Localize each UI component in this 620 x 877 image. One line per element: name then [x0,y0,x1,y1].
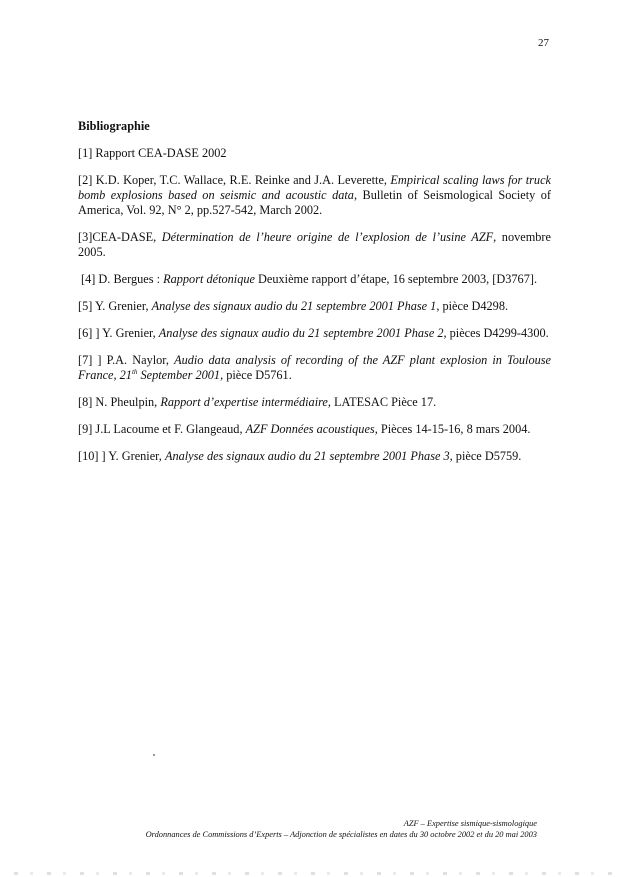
reference-text: [8] N. Pheulpin, [78,395,161,409]
reference-text: [1] Rapport CEA-DASE 2002 [78,146,227,160]
reference-title: th [131,367,138,376]
reference-text: [4] D. Bergues : [81,272,164,286]
bibliography-section [78,119,551,476]
reference-item [78,272,551,287]
reference-text: [10] ] Y. Grenier, [78,449,165,463]
reference-title: Analyse des signaux audio du 21 septembre 2001 Phase 1 [151,299,437,313]
section-heading: Bibliographie [78,119,150,133]
scan-artifact-line [0,872,620,875]
reference-item [78,146,551,161]
reference-item [78,230,551,260]
reference-text: [5] Y. Grenier, [78,299,152,313]
reference-title: Détermination de l’heure origine de l’explosion de l’usine AZF [161,230,494,244]
reference-text: , novembre 2005. [78,230,551,259]
reference-item [78,449,551,464]
reference-list [78,146,551,464]
reference-title: Audio data analysis of recording of the AZF plant explosion in Toulouse France, 21 [78,353,551,382]
reference-text: [6] ] Y. Grenier, [78,326,159,340]
reference-text: , Pièces 14-15-16, 8 mars 2004. [374,422,531,436]
reference-text: pièce D5761. [223,368,292,382]
reference-text: [9] J.L Lacoume et F. Glangeaud, [78,422,246,436]
footer-title: AZF – Expertise sismique-sismologique [403,819,537,828]
reference-item [78,422,551,437]
reference-text: , pièce D4298. [436,299,509,313]
reference-item [78,173,551,218]
reference-text: , Bulletin of Seismological Society of America, Vol. 92, N° 2, pp.527-542, March 2002. [78,188,552,217]
reference-text: Deuxième rapport d’étape, 16 septembre 2003, [D3767]. [254,272,538,286]
reference-title: September 2001, [137,368,224,382]
reference-text: pièce D5759. [452,449,522,463]
reference-item [78,299,551,314]
reference-item [78,395,551,410]
scan-speck [153,754,155,756]
reference-title: Rapport d’expertise intermédiaire, [160,395,331,409]
footer-subtitle: Ordonnances de Commissions d’Experts – Adjonction de spécialistes en dates du 30 octobre 2002 et du 20 mai 2003 [145,830,537,839]
reference-title: Rapport détonique [163,272,255,286]
reference-text: [7] ] P.A. Naylor, [78,353,175,367]
page-number: 27 [538,37,549,49]
page-footer [80,818,537,840]
reference-text: [3]CEA-DASE, [78,230,162,244]
reference-text: [2] K.D. Koper, T.C. Wallace, R.E. Reinke and J.A. Leverette, [78,173,391,187]
reference-title: Empirical scaling laws for truck bomb explosions based on seismic and acoustic data [78,173,551,202]
reference-text: pièces D4299-4300. [446,326,549,340]
reference-item [78,353,551,383]
reference-title: AZF Données acoustiques [245,422,375,436]
reference-item [78,326,551,341]
reference-title: Analyse des signaux audio du 21 septembre 2001 Phase 2, [158,326,447,340]
reference-text: LATESAC Pièce 17. [330,395,437,409]
reference-title: Analyse des signaux audio du 21 septembre 2001 Phase 3, [164,449,453,463]
